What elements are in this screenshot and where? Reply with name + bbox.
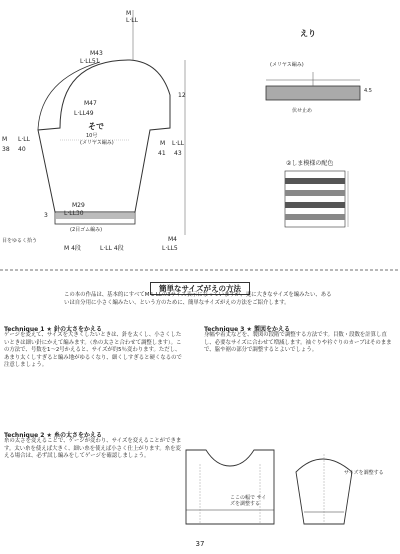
sleeve-left-label: 目をゆるく拾う [2, 238, 38, 244]
sleeve-lll30: L·LL30 [64, 210, 84, 217]
sleeve-m43: M43 [90, 50, 103, 57]
sleeve-right-l: L·LL [172, 140, 184, 147]
stripe-chart [284, 170, 364, 232]
diagram-label-a: ここの幅で サイズを調整する [230, 495, 267, 507]
sleeve-col-38: 38 [2, 146, 10, 153]
technique-3-body: 身幅や着丈などを、製図の段階で調整する方法です。目数・段数を計算し直し、必要なサイズに合わせて増減します。袖ぐりや衿ぐりのカーブはそのままで、脇や裾の部分で調整するとよいでしょう。 [204, 332, 392, 354]
sleeve-col-40: 40 [18, 146, 26, 153]
section-title: 簡単なサイズがえの方法 [150, 282, 250, 295]
technique-3-heading: Technique 3 ★ 製図をかえる [204, 326, 290, 333]
sleeve-right-lll5: L·LL5 [162, 245, 178, 252]
page-number: 37 [195, 540, 205, 548]
sleeve-title: そで [88, 122, 104, 131]
technique-2-body: 糸の太さを変えることで、ゲージが変わり、サイズを変えることができます。太い糸を使えば大きく、細い糸を使えば小さく仕上がります。糸を変える場合は、必ず試し編みをしてゲージを確認しましょう。 [4, 438, 182, 460]
sleeve-col-m: M [2, 136, 8, 143]
section-intro: この本の作品は、基本的にすべてM·L·LLの3サイズ表示になっていますが、更に大きなサイズを編みたい、あるいは自分用に小さく編みたい、という方のために、簡単なサイズがえの方法をご紹介します。 [64, 292, 332, 306]
sleeve-sizes-top: M L·LL [126, 10, 138, 24]
technique-1-heading: Technique 1 ★ 針の太さをかえる [4, 326, 102, 333]
sleeve-bottom-m: M 4段 [64, 245, 81, 252]
stripe-title: ②しま模様の配色 [286, 160, 334, 167]
sleeve-lll51: L·LL51 [80, 58, 100, 65]
collar-side-note: 4.5 [364, 88, 372, 94]
sleeve-right-41: 41 [158, 150, 166, 157]
sleeve-m47: M47 [84, 100, 97, 107]
collar-bottom-note: 伏せ止め [292, 108, 313, 114]
sleeve-m29: M29 [72, 202, 85, 209]
sleeve-pattern-note: (メリヤス編み) [80, 140, 114, 146]
collar-diagram [258, 70, 378, 120]
technique-2-heading: Technique 2 ★ 糸の太さをかえる [4, 432, 102, 439]
sleeve-lll49: L·LL49 [74, 110, 94, 117]
sleeve-rows-note: 10号 [86, 133, 98, 139]
sleeve-bottom-l: L·LL 4段 [100, 245, 124, 252]
diagram-label-b: サイズを調整する [344, 470, 384, 476]
sleeve-center-12: 12 [178, 92, 186, 99]
collar-title: えり [300, 29, 316, 38]
technique-1-body: ゲージを変えて、サイズを大きくしたいときは、針を太くし、小さくしたいときは細い針にかえて編みます。（糸の太さと合わせて調整します）。この方法で、号数を1～2号かえると、サイズが約5％変わります。ただし、あまり太くしすぎると編み地がゆるくなり、細くしすぎると硬くなるので注意しましょう。 [4, 332, 182, 369]
sleeve-right-43: 43 [174, 150, 182, 157]
sleeve-rib-3: 3 [44, 212, 48, 219]
sleeve-col-l: L·LL [18, 136, 30, 143]
garment-diagram [176, 444, 396, 528]
collar-note: (メリヤス編み) [270, 62, 304, 68]
sleeve-right-m: M [160, 140, 166, 147]
section-divider [0, 268, 400, 272]
sleeve-hem-note: (2目ゴム編み) [70, 227, 103, 233]
sleeve-right-m4: M4 [168, 236, 177, 243]
